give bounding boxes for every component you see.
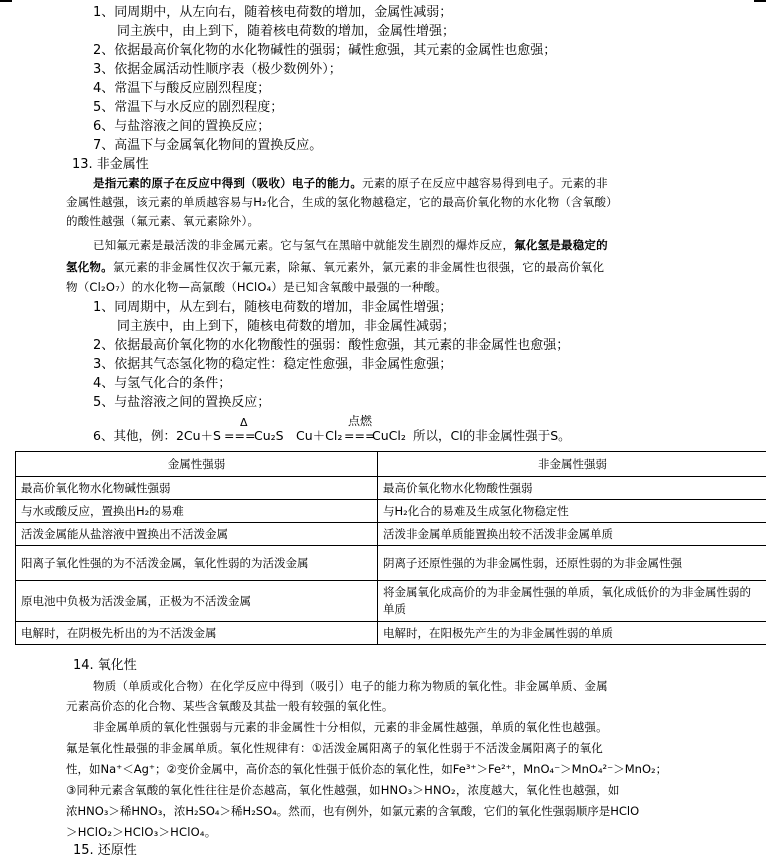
reaction-product-1: Cu₂S xyxy=(254,428,284,444)
section-13-para2-line1 xyxy=(93,236,608,255)
table-row xyxy=(16,622,766,645)
section-14-line: 物质（单质或化合物）在化学反应中得到（吸引）电子的能力称为物质的氧化性。非金属单质、金属 xyxy=(93,677,608,696)
nonmetal-list-item: 同主族中，由上到下，随核电荷数的增加，非金属性减弱； xyxy=(117,317,455,336)
nonmetal-list-item: 3、依据其气态氢化物的稳定性：稳定性愈强，非金属性愈强； xyxy=(93,355,452,374)
section-14-line: 性，如Na⁺＜Ag⁺；②变价金属中，高价态的氧化性强于低价态的氧化性，如Fe³⁺＞Fe²⁺，MnO₄⁻＞MnO₄²⁻＞MnO₂； xyxy=(66,760,667,779)
section-13-para2-line2 xyxy=(66,258,604,277)
nonmetal-list-item: 2、依据最高价氧化物的水化物酸性的强弱：酸性愈强，其元素的非金属性也愈强； xyxy=(93,336,569,355)
reaction-condition-heat: Δ xyxy=(240,417,248,428)
table-cell: 最高价氧化物水化物碱性强弱 xyxy=(16,477,378,500)
top-right-corner-mark xyxy=(754,0,766,2)
table-row xyxy=(16,523,766,546)
section-13-heading: 13. 非金属性 xyxy=(72,155,149,174)
section-14-line: ＞HClO₂＞HClO₃＞HClO₄。 xyxy=(66,823,216,842)
table-row xyxy=(16,581,766,622)
metal-list-item: 4、常温下与酸反应剧烈程度； xyxy=(93,79,270,98)
para2-bold-text: 氢化物。 xyxy=(66,260,113,274)
table-cell: 活泼金属能从盐溶液中置换出不活泼金属 xyxy=(16,523,378,546)
table-header-nonmetal: 非金属性强弱 xyxy=(378,452,766,477)
para2-text: 已知氟元素是最活泼的非金属元素。它与氢气在黑暗中就能发生剧烈的爆炸反应， xyxy=(93,238,514,252)
para2-bold-text: 氟化氢是最稳定的 xyxy=(514,238,608,252)
para2-text: 氯元素的非金属性仅次于氟元素，除氟、氧元素外，氯元素的非金属性也很强，它的最高价氧化 xyxy=(113,260,604,274)
section-14-line: 元素高价态的化合物、某些含氧酸及其盐一般有较强的氧化性。 xyxy=(66,697,394,716)
table-header-row xyxy=(16,452,766,477)
table-row xyxy=(16,546,766,581)
table-cell: 活泼非金属单质能置换出较不活泼非金属单质 xyxy=(378,523,766,546)
section-14-line: 非金属单质的氧化性强弱与元素的非金属性十分相似，元素的非金属性越强，单质的氧化性也越强。 xyxy=(93,718,608,737)
reaction-equals-1: === xyxy=(224,428,255,444)
section-13-para2-line3: 物（Cl₂O₇）的水化物—高氯酸（HClO₄）是已知含氧酸中最强的一种酸。 xyxy=(66,278,447,297)
section-15-heading: 15. 还原性 xyxy=(73,841,137,860)
section-13-para1-line2: 金属性越强，该元素的单质越容易与H₂化合，生成的氢化物越稳定，它的最高价氧化物的水化物（含氧酸） xyxy=(66,193,618,212)
section-13-para1-line3: 的酸性越强（氟元素、氧元素除外）。 xyxy=(66,212,259,231)
table-cell: 电解时，在阳极先产生的为非金属性弱的单质 xyxy=(378,622,766,645)
section-13-para1-line1 xyxy=(93,174,608,193)
section-14-line: 氟是氧化性最强的非金属单质。氧化性规律有：①活泼金属阳离子的氧化性弱于不活泼金属阳离子的氧化 xyxy=(66,739,603,758)
table-header-metal: 金属性强弱 xyxy=(16,452,378,477)
metal-list-item: 同主族中，由上到下，随着核电荷数的增加，金属性增强； xyxy=(117,22,455,41)
reaction-conclusion: 所以，Cl的非金属性强于S。 xyxy=(413,428,571,444)
metal-list-item: 5、常温下与水反应的剧烈程度； xyxy=(93,98,283,117)
table-cell: 最高价氧化物水化物酸性强弱 xyxy=(378,477,766,500)
metal-list-item: 3、依据金属活动性顺序表（极少数例外）； xyxy=(93,60,342,79)
reaction-reactants-2: Cu＋Cl₂ xyxy=(296,428,342,444)
table-row xyxy=(16,477,766,500)
reaction-equals-2: === xyxy=(344,428,375,444)
section-14-line: ③同种元素含氧酸的氧化性往往是价态越高，氧化性越强，如HNO₃＞HNO₂，浓度越大，氧化性也越强，如 xyxy=(66,781,620,800)
table-cell: 与H₂化合的易难及生成氢化物稳定性 xyxy=(378,500,766,523)
section-14-heading: 14. 氧化性 xyxy=(73,656,137,675)
table-cell: 阴离子还原性强的为非金属性弱，还原性弱的为非金属性强 xyxy=(378,546,766,581)
definition-bold-text: 是指元素的原子在反应中得到（吸收）电子的能力。 xyxy=(93,176,362,190)
section-14-line: 浓HNO₃＞稀HNO₃，浓H₂SO₄＞稀H₂SO₄。然而，也有例外，如氯元素的含氧酸，它们的氧化性强弱顺序是HClO xyxy=(66,802,639,821)
metal-list-item: 2、依据最高价氧化物的水化物碱性的强弱；碱性愈强，其元素的金属性也愈强； xyxy=(93,41,556,60)
comparison-table xyxy=(15,451,766,645)
table-cell: 原电池中负极为活泼金属，正极为不活泼金属 xyxy=(16,581,378,622)
nonmetal-list-item: 5、与盐溶液之间的置换反应； xyxy=(93,393,270,412)
reaction-condition-ignite: 点燃 xyxy=(348,416,372,427)
metal-list-item: 7、高温下与金属氧化物间的置换反应。 xyxy=(93,136,322,155)
table-cell: 阳离子氧化性强的为不活泼金属，氧化性弱的为活泼金属 xyxy=(16,546,378,581)
reaction-product-2: CuCl₂ xyxy=(372,428,406,444)
table-cell: 将金属氧化成高价的为非金属性强的单质，氧化成低价的为非金属性弱的单质 xyxy=(378,581,766,622)
reaction-prefix: 6、其他，例：2Cu＋S xyxy=(93,428,221,444)
table-cell: 与水或酸反应，置换出H₂的易难 xyxy=(16,500,378,523)
definition-text: 元素的原子在反应中越容易得到电子。元素的非 xyxy=(362,176,608,190)
metal-list-item: 1、同周期中，从左向右，随着核电荷数的增加，金属性减弱； xyxy=(93,3,452,22)
nonmetal-list-item: 1、同周期中，从左到右，随核电荷数的增加，非金属性增强； xyxy=(93,298,452,317)
table-row xyxy=(16,500,766,523)
table-cell: 电解时，在阴极先析出的为不活泼金属 xyxy=(16,622,378,645)
nonmetal-list-item: 4、与氢气化合的条件； xyxy=(93,374,231,393)
metal-list-item: 6、与盐溶液之间的置换反应； xyxy=(93,117,270,136)
top-left-corner-mark xyxy=(0,0,12,2)
